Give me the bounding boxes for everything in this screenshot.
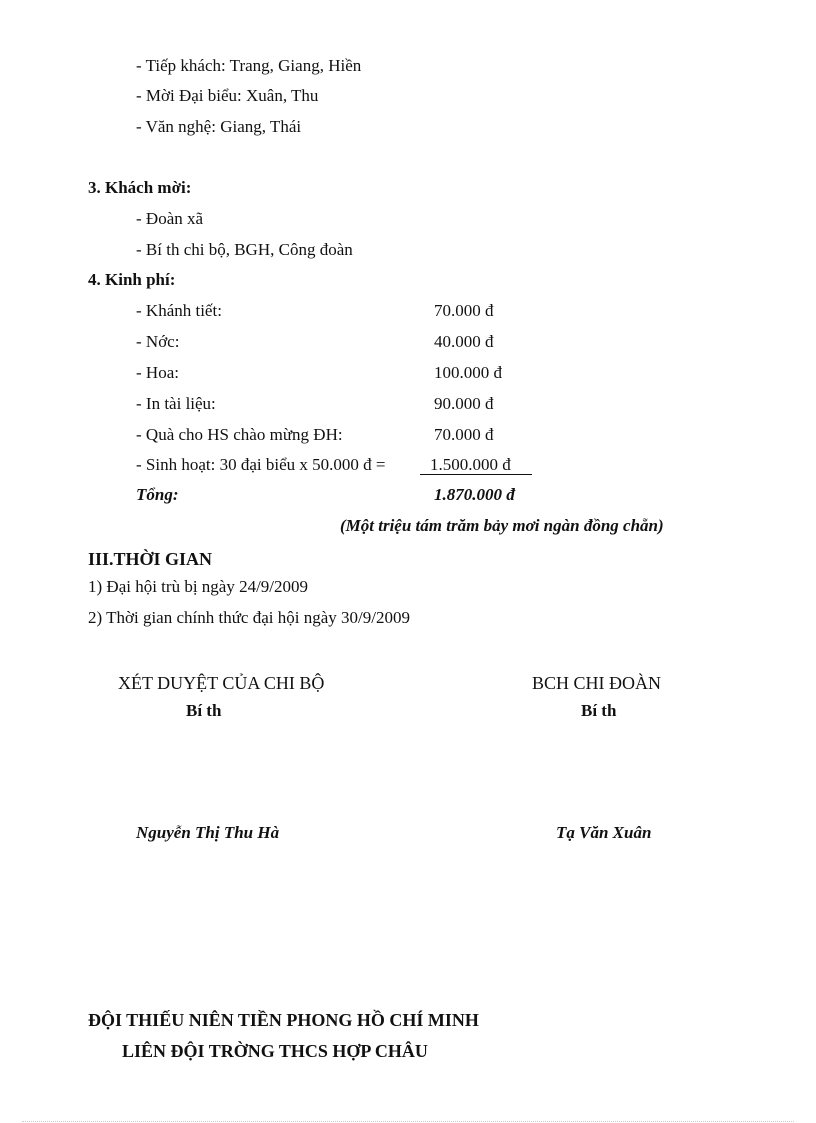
signature-right-title: BCH CHI ĐOÀN — [532, 673, 662, 693]
guest-item: - Đoàn xã — [136, 209, 204, 228]
time-item: 1) Đại hội trù bị ngày 24/9/2009 — [88, 577, 309, 596]
duty-item: - Mời Đại biểu: Xuân, Thu — [136, 86, 319, 105]
budget-item-label: - Khánh tiết: — [136, 301, 222, 320]
duty-item: - Văn nghệ: Giang, Thái — [136, 117, 302, 136]
footer-school: LIÊN ĐỘI TRỜNG THCS HỢP CHÂU — [122, 1041, 428, 1061]
budget-item-label: - Quà cho HS chào mừng ĐH: — [136, 425, 343, 444]
budget-item-amount: 100.000 đ — [434, 363, 502, 382]
signature-right-name: Tạ Văn Xuân — [556, 823, 652, 842]
budget-item-amount: 70.000 đ — [434, 301, 494, 320]
time-heading: III.THỜI GIAN — [88, 549, 213, 569]
budget-living-amount: 1.500.000 đ — [430, 455, 511, 474]
budget-item-amount: 70.000 đ — [434, 425, 494, 444]
budget-total-words: (Một triệu tám trăm bảy mơi ngàn đồng chẵn) — [340, 516, 664, 535]
duty-item: - Tiếp khách: Trang, Giang, Hiền — [136, 56, 362, 75]
guest-item: - Bí th chi bộ, BGH, Công đoàn — [136, 240, 353, 259]
budget-item-label: - In tài liệu: — [136, 394, 216, 413]
signature-left-name: Nguyễn Thị Thu Hà — [136, 823, 280, 842]
budget-item-label: - Nớc: — [136, 332, 180, 351]
budget-item-label: - Hoa: — [136, 363, 179, 382]
budget-heading: 4. Kinh phí: — [88, 270, 176, 289]
time-item: 2) Thời gian chính thức đại hội ngày 30/9/2009 — [88, 608, 410, 627]
budget-total-label: Tổng: — [136, 485, 179, 504]
page-bottom-edge — [22, 1121, 794, 1122]
signature-left-role: Bí th — [186, 701, 222, 720]
guests-heading: 3. Khách mời: — [88, 178, 192, 197]
footer-org: ĐỘI THIẾU NIÊN TIỀN PHONG HỒ CHÍ MINH — [88, 1010, 479, 1030]
budget-item-amount: 90.000 đ — [434, 394, 494, 413]
budget-total-amount: 1.870.000 đ — [434, 485, 515, 504]
sum-underline — [420, 474, 532, 475]
budget-item-amount: 40.000 đ — [434, 332, 494, 351]
signature-right-role: Bí th — [581, 701, 617, 720]
budget-living-label: - Sinh hoạt: 30 đại biểu x 50.000 đ = — [136, 455, 386, 474]
signature-left-title: XÉT DUYỆT CỦA CHI BỘ — [118, 673, 325, 693]
